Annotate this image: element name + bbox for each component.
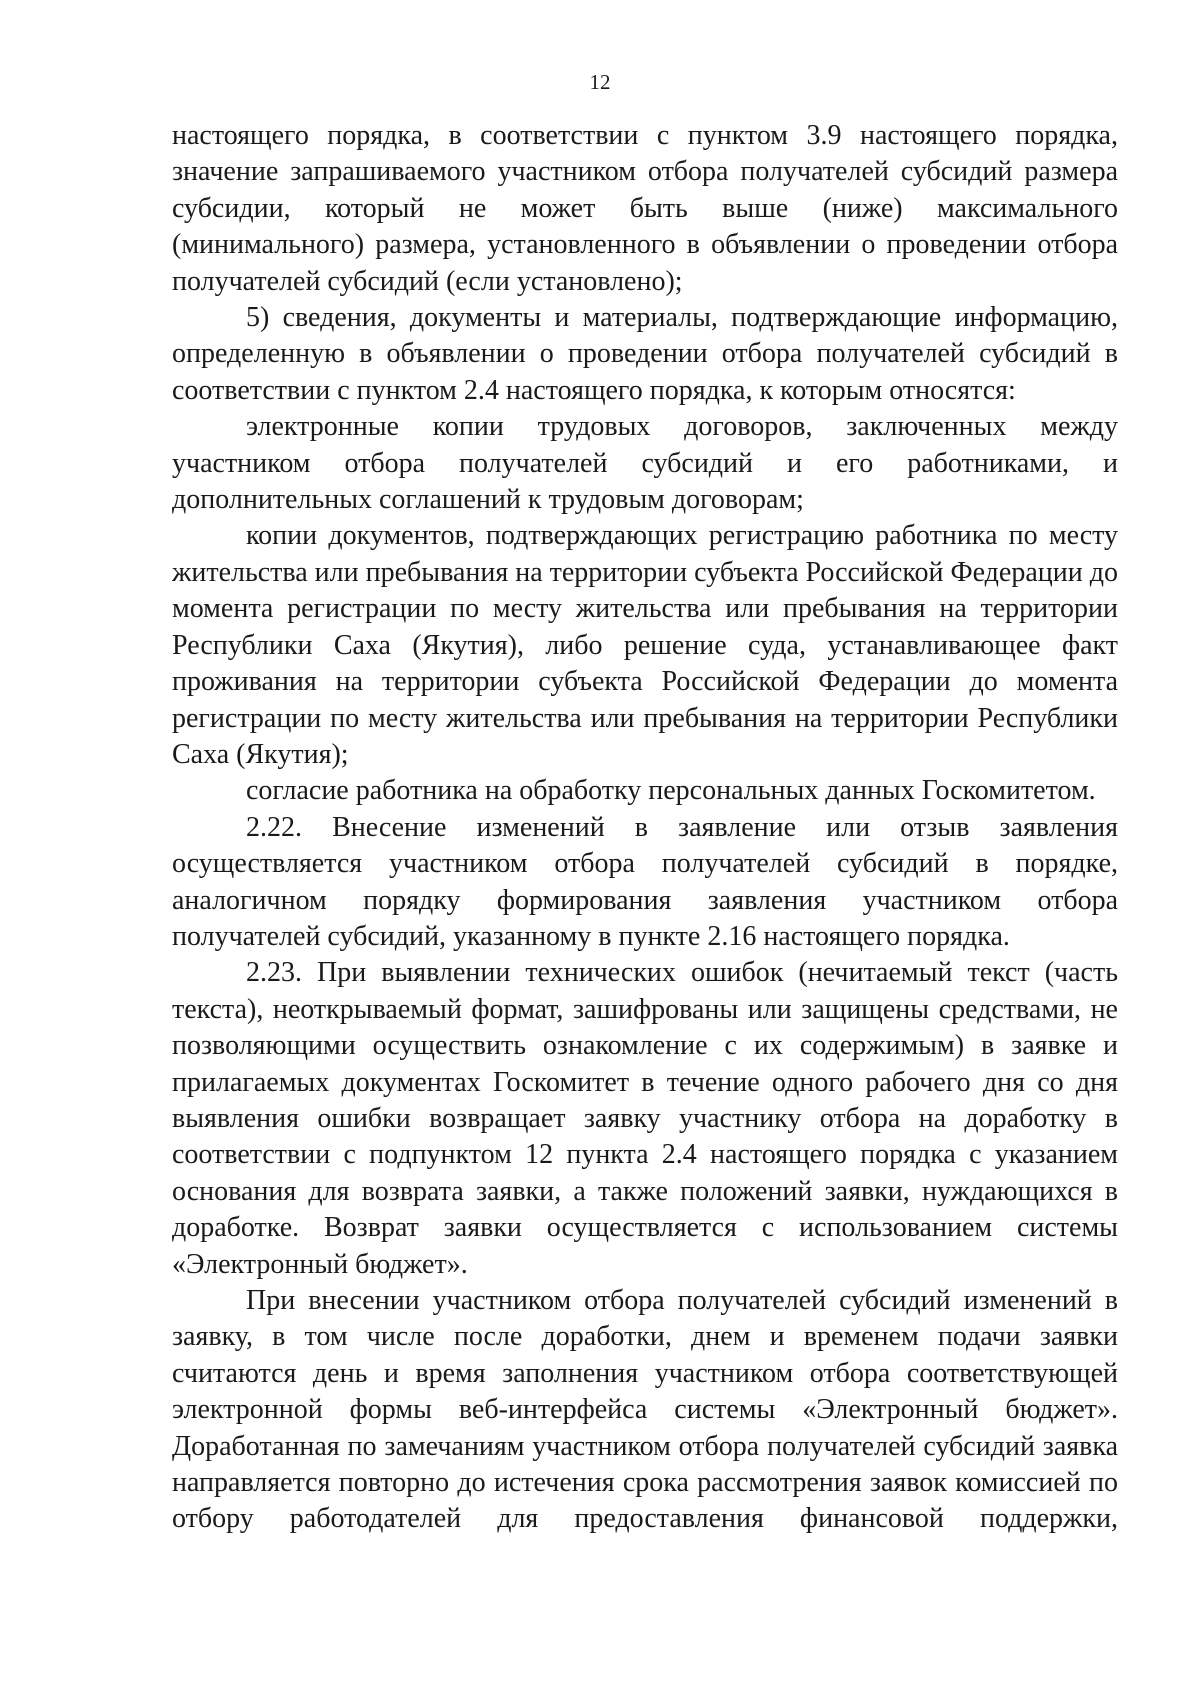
document-body	[172, 118, 1118, 1538]
paragraph-registration-documents: копии документов, подтверждающих регистрацию работника по месту жительства или пребывания на территории субъекта Российской Федерации до момента регистрации по месту жительства или пребывания на территории Республики Саха (Якутия), либо решение суда, устанавливающее факт проживания на территории субъекта Российской Федерации до момента регистрации по месту жительства или пребывания на территории Республики Саха (Якутия);	[172, 520, 1118, 770]
paragraph-item-5: 5) сведения, документы и материалы, подтверждающие информацию, определенную в объявлении о проведении отбора получателей субсидий в соответствии с пунктом 2.4 настоящего порядка, к которым относятся:	[172, 302, 1118, 406]
page-number: 12	[589, 70, 611, 94]
paragraph-2-23: 2.23. При выявлении технических ошибок (нечитаемый текст (часть текста), неоткрываемый формат, зашифрованы или защищены средствами, не позволяющими осуществить ознакомление с их содержимым) в заявке и прилагаемых документах Госкомитет в течение одного рабочего дня со дня выявления ошибки возвращает заявку участнику отбора на доработку в соответствии с подпунктом 12 пункта 2.4 настоящего порядка с указанием основания для возврата заявки, а также положений заявки, нуждающихся в доработке. Возврат заявки осуществляется с использованием системы «Электронный бюджет».	[172, 957, 1118, 1280]
paragraph-2-22: 2.22. Внесение изменений в заявление или отзыв заявления осуществляется участником отбора получателей субсидий в порядке, аналогичном порядку формирования заявления участником отбора получателей субсидий, указанному в пункте 2.16 настоящего порядка.	[172, 811, 1118, 952]
paragraph-continuation: настоящего порядка, в соответствии с пунктом 3.9 настоящего порядка, значение запрашиваемого участником отбора получателей субсидий размера субсидии, который не может быть выше (ниже) максимального (минимального) размера, установленного в объявлении о проведении отбора получателей субсидий (если установлено);	[172, 120, 1118, 297]
paragraph-employment-contracts: электронные копии трудовых договоров, заключенных между участником отбора получателей субсидий и его работниками, и дополнительных соглашений к трудовым договорам;	[172, 411, 1118, 516]
paragraph-amendments: При внесении участником отбора получателей субсидий изменений в заявку, в том числе после доработки, днем и временем подачи заявки считаются день и время заполнения участником отбора соответствующей электронной формы веб-интерфейса системы «Электронный бюджет». Доработанная по замечаниям участником отбора получателей субсидий заявка направляется повторно до истечения срока рассмотрения заявок комиссией по отбору работодателей для предоставления финансовой поддержки,	[172, 1285, 1118, 1535]
paragraph-personal-data-consent: согласие работника на обработку персональных данных Госкомитетом.	[246, 775, 1096, 807]
